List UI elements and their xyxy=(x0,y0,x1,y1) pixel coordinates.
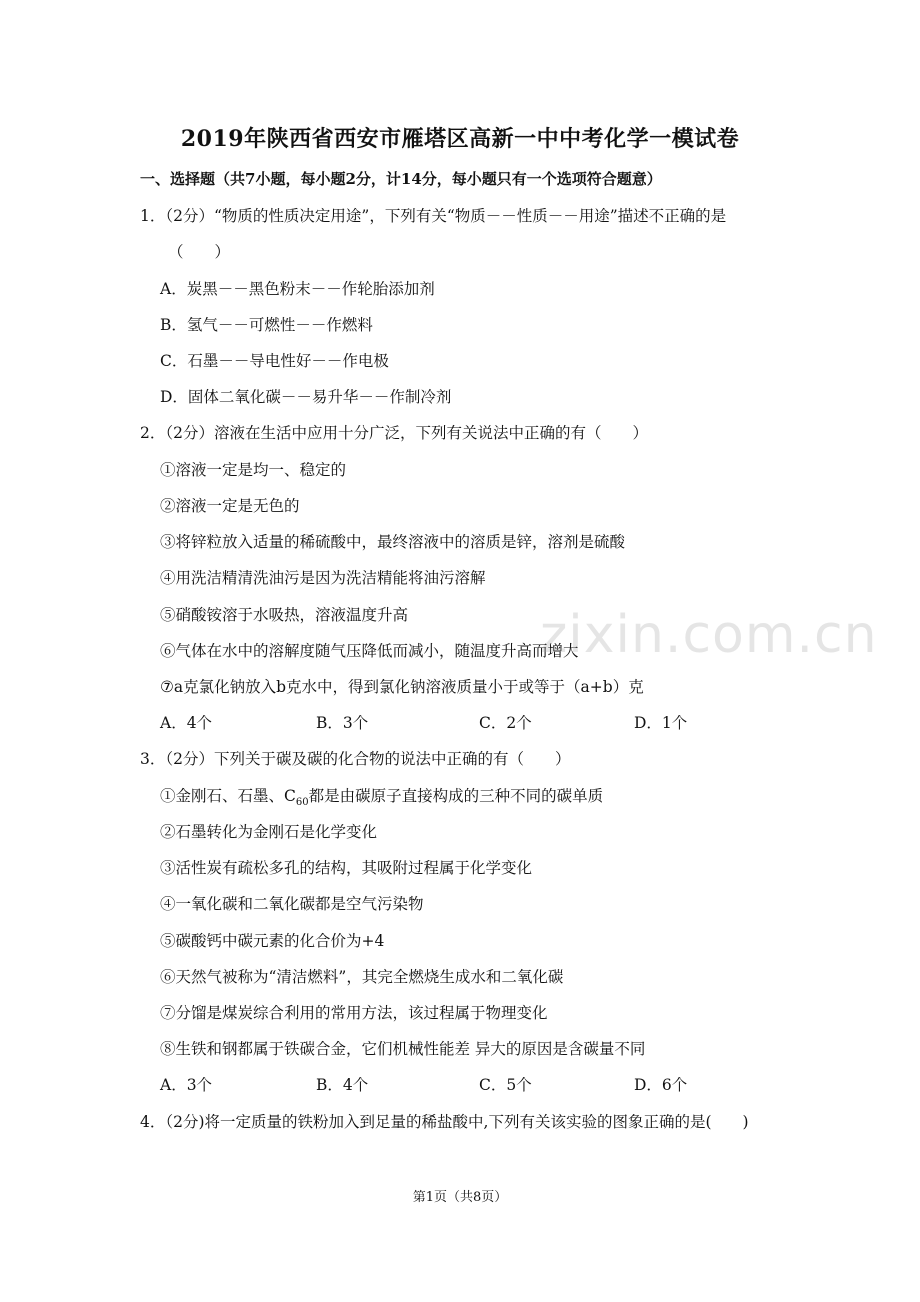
statement-text: ①金刚石、石墨、C xyxy=(160,787,296,805)
question-3-statement-5: ⑤碳酸钙中碳元素的化合价为+4 xyxy=(160,932,385,950)
question-3-statement-2: ②石墨转化为金刚石是化学变化 xyxy=(160,823,378,841)
question-1-option-a: A．炭黑－－黑色粉末－－作轮胎添加剂 xyxy=(160,280,435,298)
question-2-choice-c: C．2个 xyxy=(479,714,532,732)
question-2-statement-4: ④用洗洁精清洗油污是因为洗洁精能将油污溶解 xyxy=(160,569,486,587)
question-2-choice-b: B．3个 xyxy=(316,714,369,732)
question-2-statement-5: ⑤硝酸铵溶于水吸热，溶液温度升高 xyxy=(160,606,409,624)
question-2-choice-a: A．4个 xyxy=(160,714,213,732)
question-3-stem: 3．（2分）下列关于碳及碳的化合物的说法中正确的有（ ） xyxy=(140,750,571,768)
question-1-option-d: D．固体二氧化碳－－易升华－－作制冷剂 xyxy=(160,388,452,406)
question-1-stem-cont: （ ） xyxy=(168,243,231,261)
question-3-statement-8: ⑧生铁和钢都属于铁碳合金，它们机械性能差 异大的原因是含碳量不同 xyxy=(160,1040,646,1058)
statement-text: 都是由碳原子直接构成的三种不同的碳单质 xyxy=(308,787,604,805)
question-4-stem: 4．（2分)将一定质量的铁粉加入到足量的稀盐酸中,下列有关该实验的图象正确的是( ) xyxy=(140,1113,749,1131)
question-2-statement-1: ①溶液一定是均一、稳定的 xyxy=(160,461,347,479)
question-3-statement-4: ④一氧化碳和二氧化碳都是空气污染物 xyxy=(160,895,424,913)
question-2-statement-6: ⑥气体在水中的溶解度随气压降低而减小，随温度升高而增大 xyxy=(160,642,579,660)
question-3-choice-a: A．3个 xyxy=(160,1076,213,1094)
question-2-statement-2: ②溶液一定是无色的 xyxy=(160,497,300,515)
question-2-choice-d: D．1个 xyxy=(634,714,688,732)
question-1-stem: 1．（2分）“物质的性质决定用途”，下列有关“物质－－性质－－用途”描述不正确的是 xyxy=(140,207,727,225)
section-heading: 一、选择题（共7小题，每小题2分，计14分，每小题只有一个选项符合题意） xyxy=(140,170,662,188)
question-3-statement-1 xyxy=(160,784,603,808)
question-3-statement-3: ③活性炭有疏松多孔的结构，其吸附过程属于化学变化 xyxy=(160,859,533,877)
question-1-option-c: C．石墨－－导电性好－－作电极 xyxy=(160,352,389,370)
question-3-statement-6: ⑥天然气被称为“清洁燃料”，其完全燃烧生成水和二氧化碳 xyxy=(160,968,564,986)
question-2-statement-7: ⑦a克氯化钠放入b克水中，得到氯化钠溶液质量小于或等于（a+b）克 xyxy=(160,678,644,696)
question-1-option-b: B．氢气－－可燃性－－作燃料 xyxy=(160,316,373,334)
question-3-choice-c: C．5个 xyxy=(479,1076,532,1094)
watermark: zixin.com.cn xyxy=(540,605,878,665)
question-2-stem: 2．（2分）溶液在生活中应用十分广泛，下列有关说法中正确的有（ ） xyxy=(140,424,648,442)
subscript-60: 60 xyxy=(295,797,309,809)
page-footer: 第1页（共8页） xyxy=(412,1190,508,1205)
question-3-choice-d: D．6个 xyxy=(634,1076,688,1094)
exam-title: 2019年陕西省西安市雁塔区高新一中中考化学一模试卷 xyxy=(180,126,740,152)
question-2-statement-3: ③将锌粒放入适量的稀硫酸中，最终溶液中的溶质是锌，溶剂是硫酸 xyxy=(160,533,626,551)
question-3-statement-7: ⑦分馏是煤炭综合利用的常用方法，该过程属于物理变化 xyxy=(160,1004,548,1022)
question-3-choice-b: B．4个 xyxy=(316,1076,369,1094)
